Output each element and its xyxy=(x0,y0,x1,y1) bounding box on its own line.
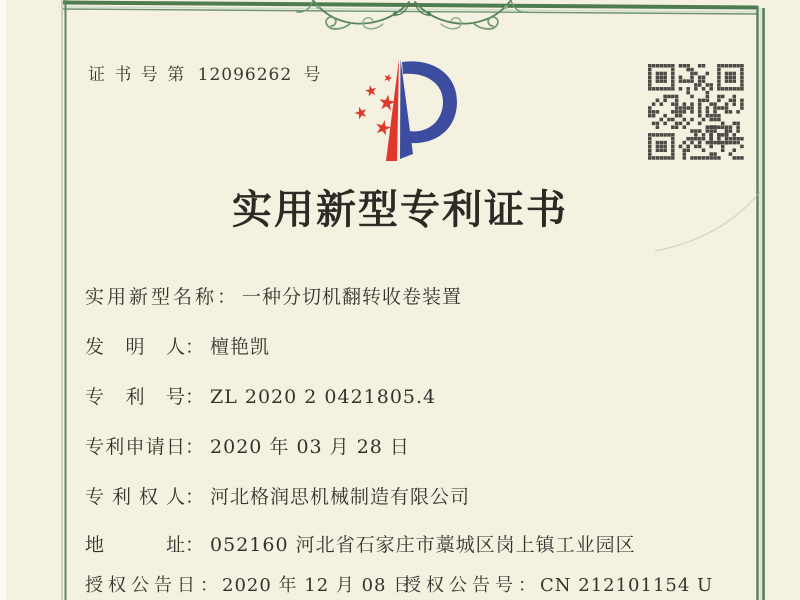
emblem-triangle-blue xyxy=(400,59,413,159)
grant-date-label: 授权公告日 xyxy=(85,575,200,596)
cert-no-suffix: 号 xyxy=(303,65,323,85)
row-inventor xyxy=(85,332,270,359)
cert-no-prefix: 证 书 号 第 xyxy=(88,65,187,85)
inventor-value: 檀艳凯 xyxy=(210,336,271,358)
row-patent-number xyxy=(85,382,436,409)
colon: ： xyxy=(185,436,205,458)
grant-number xyxy=(403,571,713,597)
patentee-label: 专利权人 xyxy=(85,486,185,508)
invention-name-label: 实用新型名称 xyxy=(85,286,218,308)
row-patentee xyxy=(85,482,470,509)
emblem-star-icon xyxy=(355,107,367,119)
grant-date-value: 2020 年 12 月 08 日 xyxy=(222,575,413,596)
emblem-p-bowl xyxy=(402,61,457,143)
patent-number-label: 专利号 xyxy=(85,386,185,408)
grant-date xyxy=(85,571,412,597)
address-value: 052160 河北省石家庄市藁城区岗上镇工业园区 xyxy=(210,534,636,556)
emblem-star-icon xyxy=(376,120,391,135)
row-address xyxy=(85,530,636,557)
patentee-value: 河北格润思机械制造有限公司 xyxy=(210,486,471,508)
filing-date-value: 2020 年 03 月 28 日 xyxy=(210,436,410,458)
colon: ： xyxy=(200,575,218,596)
colon: ： xyxy=(185,486,205,508)
patent-number-value: ZL 2020 2 0421805.4 xyxy=(210,386,437,408)
row-filing-date xyxy=(85,432,410,459)
inventor-label: 发明人 xyxy=(85,336,185,358)
colon: ： xyxy=(518,575,536,596)
colon: ： xyxy=(217,286,237,308)
emblem-triangle-red xyxy=(386,59,399,161)
colon: ： xyxy=(185,336,205,358)
cnipa-emblem-icon xyxy=(330,55,470,170)
row-invention-name xyxy=(85,282,462,309)
colon: ： xyxy=(185,386,205,408)
qr-code xyxy=(648,64,744,160)
address-label: 地址 xyxy=(85,534,185,556)
emblem-star-icon xyxy=(384,74,392,83)
grant-number-value: CN 212101154 U xyxy=(540,575,714,596)
invention-name-value: 一种分切机翻转收卷装置 xyxy=(242,286,463,308)
grant-number-label: 授权公告号 xyxy=(403,575,518,596)
filing-date-label: 专利申请日 xyxy=(85,436,185,458)
certificate-title: 实用新型专利证书 xyxy=(232,186,568,233)
colon: ： xyxy=(185,534,205,556)
cert-no-value: 12096262 xyxy=(197,65,293,85)
emblem-star-icon xyxy=(365,85,376,96)
certificate-number xyxy=(88,60,323,85)
